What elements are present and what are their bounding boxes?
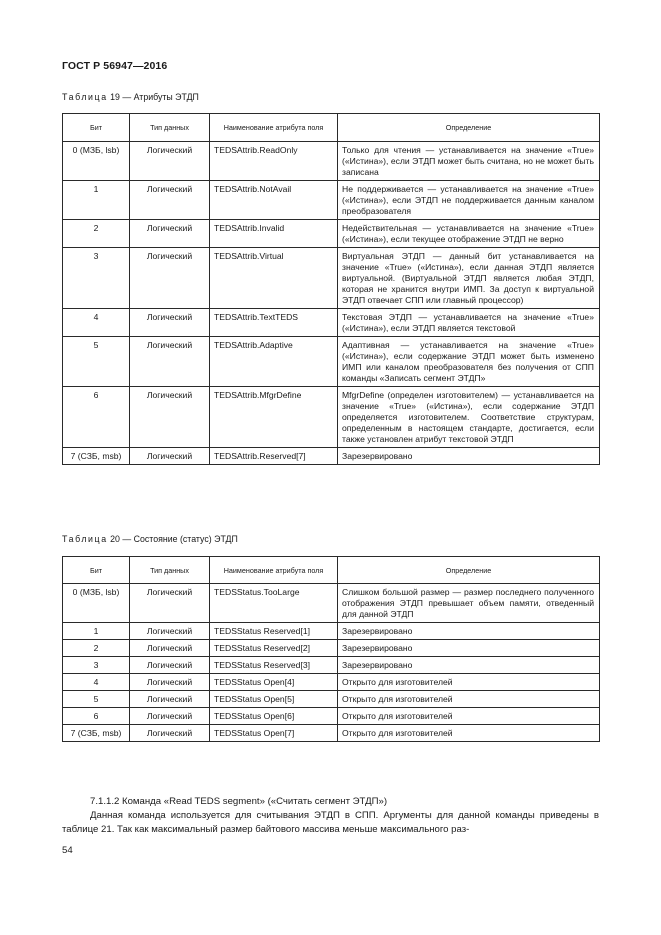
cell-attribute-name: TEDSAttrib.Reserved[7] xyxy=(210,448,338,465)
table-row xyxy=(63,387,600,448)
cell-attribute-name: TEDSAttrib.TextTEDS xyxy=(210,309,338,337)
cell-data-type: Логический xyxy=(130,725,210,742)
table-row xyxy=(63,337,600,387)
cell-bit: 0 (МЗБ, lsb) xyxy=(63,584,130,623)
cell-definition: Зарезервировано xyxy=(338,657,600,674)
cell-data-type: Логический xyxy=(130,584,210,623)
cell-bit: 5 xyxy=(63,337,130,387)
cell-data-type: Логический xyxy=(130,337,210,387)
cell-attribute-name: TEDSStatus Open[4] xyxy=(210,674,338,691)
cell-bit: 5 xyxy=(63,691,130,708)
cell-definition: Слишком большой размер — размер последнего полученного отображения ЭТДП превышает объем памяти, отведенный для данной ЭТДП xyxy=(338,584,600,623)
table-20 xyxy=(62,556,600,742)
cell-data-type: Логический xyxy=(130,674,210,691)
cell-attribute-name: TEDSAttrib.MfgrDefine xyxy=(210,387,338,448)
cell-attribute-name: TEDSStatus Open[5] xyxy=(210,691,338,708)
cell-definition: Адаптивная — устанавливается на значение «True» («Истина»), если содержание ЭТДП может быть изменено ИМП или каналом преобразователя без получения от СПП команды «Записать сегмент ЭТДП» xyxy=(338,337,600,387)
cell-bit: 1 xyxy=(63,181,130,220)
cell-definition: Зарезервировано xyxy=(338,448,600,465)
document-header: ГОСТ Р 56947—2016 xyxy=(62,60,168,72)
cell-attribute-name: TEDSAttrib.ReadOnly xyxy=(210,142,338,181)
table-row xyxy=(63,142,600,181)
column-header-type: Тип данных xyxy=(130,114,210,142)
page-number: 54 xyxy=(62,845,73,856)
column-header-bit: Бит xyxy=(63,114,130,142)
table-19-caption xyxy=(62,92,199,102)
column-header-definition: Определение xyxy=(338,557,600,584)
cell-definition: Текстовая ЭТДП — устанавливается на значение «True» («Истина»), если ЭТДП является текстовой xyxy=(338,309,600,337)
table-20-caption xyxy=(62,534,238,544)
cell-data-type: Логический xyxy=(130,309,210,337)
cell-bit: 6 xyxy=(63,387,130,448)
cell-data-type: Логический xyxy=(130,708,210,725)
cell-data-type: Логический xyxy=(130,181,210,220)
cell-definition: Открыто для изготовителей xyxy=(338,725,600,742)
caption-text: 19 — Атрибуты ЭТДП xyxy=(110,92,199,102)
cell-bit: 6 xyxy=(63,708,130,725)
column-header-name: Наименование атрибута поля xyxy=(210,114,338,142)
cell-definition: MfgrDefine (определен изготовителем) — устанавливается на значение «True» («Истина»), если содержание ЭТДП определяется изготовителем. Соответствие структурам, определенным в настоящем стандарте, достигается, если также установлен атрибут текстовой ЭТДП xyxy=(338,387,600,448)
cell-attribute-name: TEDSAttrib.Invalid xyxy=(210,220,338,248)
cell-definition: Не поддерживается — устанавливается на значение «True» («Истина»), если ЭТДП не поддерживается данным каналом преобразователя xyxy=(338,181,600,220)
cell-definition: Недействительная — устанавливается на значение «True» («Истина»), если текущее отображение ЭТДП не верно xyxy=(338,220,600,248)
cell-data-type: Логический xyxy=(130,387,210,448)
column-header-bit: Бит xyxy=(63,557,130,584)
table-row xyxy=(63,220,600,248)
cell-attribute-name: TEDSStatus Open[7] xyxy=(210,725,338,742)
table-row xyxy=(63,181,600,220)
table-19 xyxy=(62,113,600,465)
table-header-row xyxy=(63,114,600,142)
table-19-body xyxy=(63,142,600,465)
table-row xyxy=(63,584,600,623)
cell-bit: 3 xyxy=(63,657,130,674)
cell-definition: Только для чтения — устанавливается на значение «True» («Истина»), если ЭТДП может быть считана, но не может быть записана xyxy=(338,142,600,181)
table-row xyxy=(63,248,600,309)
cell-bit: 7 (СЗБ, msb) xyxy=(63,448,130,465)
table-row xyxy=(63,623,600,640)
cell-data-type: Логический xyxy=(130,248,210,309)
cell-data-type: Логический xyxy=(130,640,210,657)
cell-attribute-name: TEDSStatus Reserved[3] xyxy=(210,657,338,674)
cell-attribute-name: TEDSStatus.TooLarge xyxy=(210,584,338,623)
table-row xyxy=(63,657,600,674)
table-row xyxy=(63,708,600,725)
cell-bit: 2 xyxy=(63,220,130,248)
column-header-name: Наименование атрибута поля xyxy=(210,557,338,584)
table-row xyxy=(63,674,600,691)
caption-prefix: Таблица xyxy=(62,92,108,102)
table-row xyxy=(63,309,600,337)
cell-attribute-name: TEDSStatus Open[6] xyxy=(210,708,338,725)
caption-prefix: Таблица xyxy=(62,534,108,544)
table-row xyxy=(63,640,600,657)
caption-text: 20 — Состояние (статус) ЭТДП xyxy=(110,534,238,544)
table-20-body xyxy=(63,584,600,742)
cell-data-type: Логический xyxy=(130,691,210,708)
cell-attribute-name: TEDSAttrib.Adaptive xyxy=(210,337,338,387)
column-header-definition: Определение xyxy=(338,114,600,142)
cell-data-type: Логический xyxy=(130,623,210,640)
cell-attribute-name: TEDSAttrib.NotAvail xyxy=(210,181,338,220)
cell-bit: 1 xyxy=(63,623,130,640)
body-paragraph: Данная команда используется для считывания ЭТДП в СПП. Аргументы для данной команды приведены в таблице 21. Так как максимальный размер байтового массива меньше максимального раз- xyxy=(62,810,599,835)
cell-data-type: Логический xyxy=(130,220,210,248)
cell-attribute-name: TEDSAttrib.Virtual xyxy=(210,248,338,309)
column-header-type: Тип данных xyxy=(130,557,210,584)
cell-bit: 4 xyxy=(63,309,130,337)
cell-bit: 0 (МЗБ, lsb) xyxy=(63,142,130,181)
cell-bit: 4 xyxy=(63,674,130,691)
table-row xyxy=(63,725,600,742)
cell-bit: 7 (СЗБ, msb) xyxy=(63,725,130,742)
cell-definition: Зарезервировано xyxy=(338,623,600,640)
cell-bit: 3 xyxy=(63,248,130,309)
section-heading: 7.1.1.2 Команда «Read TEDS segment» («Считать сегмент ЭТДП») xyxy=(90,796,388,807)
cell-data-type: Логический xyxy=(130,142,210,181)
cell-data-type: Логический xyxy=(130,448,210,465)
cell-definition: Зарезервировано xyxy=(338,640,600,657)
cell-bit: 2 xyxy=(63,640,130,657)
table-header-row xyxy=(63,557,600,584)
table-row xyxy=(63,448,600,465)
cell-definition: Открыто для изготовителей xyxy=(338,708,600,725)
cell-attribute-name: TEDSStatus Reserved[2] xyxy=(210,640,338,657)
cell-attribute-name: TEDSStatus Reserved[1] xyxy=(210,623,338,640)
cell-definition: Открыто для изготовителей xyxy=(338,674,600,691)
cell-definition: Открыто для изготовителей xyxy=(338,691,600,708)
cell-data-type: Логический xyxy=(130,657,210,674)
table-row xyxy=(63,691,600,708)
cell-definition: Виртуальная ЭТДП — данный бит устанавливается на значение «True» («Истина»), если данная ЭТДП является виртуальной. (Виртуальной ЭТДП является любая ЭТДП, которая не хранится внутри ИМП. За доступ к виртуальной ЭТДП отвечает СПП или главный процессор) xyxy=(338,248,600,309)
